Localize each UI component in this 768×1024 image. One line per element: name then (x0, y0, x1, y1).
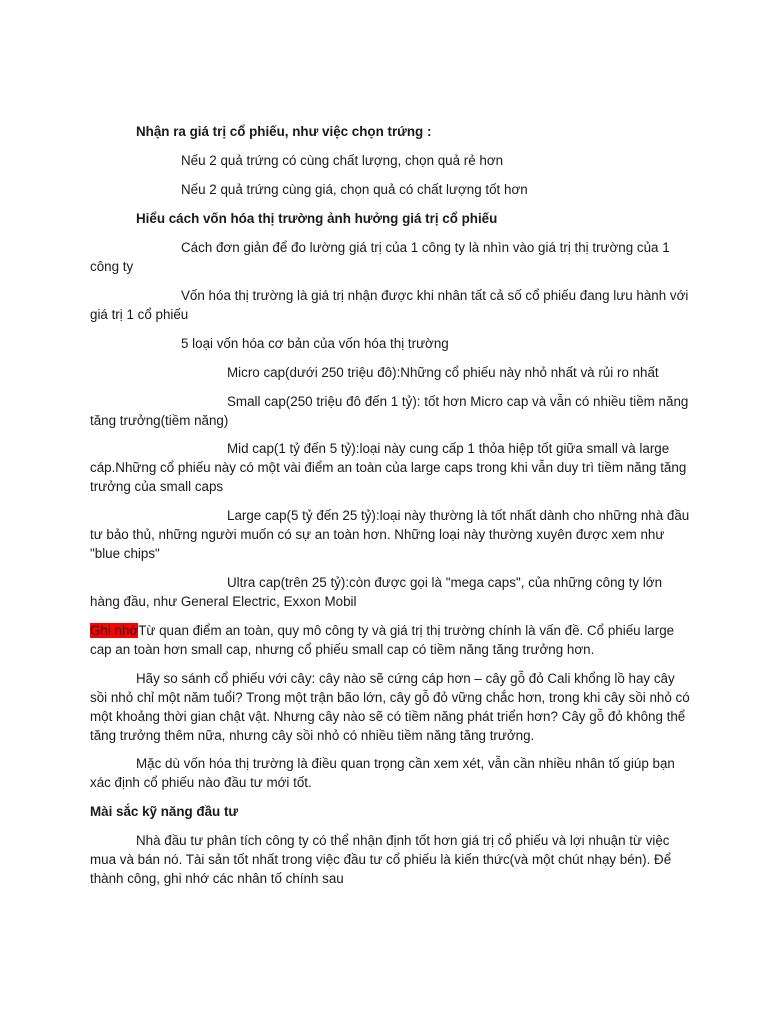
paragraph-measure-value: Cách đơn giản để đo lường giá trị của 1 công ty là nhìn vào giá trị thị trường của 1 công ty (90, 240, 670, 274)
heading-sharpen-skills: Mài sắc kỹ năng đầu tư (90, 804, 239, 819)
note-highlight-label: Ghi nhớ (90, 623, 139, 638)
cap-type-mid: Mid cap(1 tỷ đến 5 tỷ):loại này cung cấp 1 thỏa hiệp tốt giữa small và large cáp.Những cổ phiếu này có một vài điểm an toàn của large caps trong khi vẫn duy trì tiềm năng tăng trưởng của small caps (90, 441, 687, 494)
paragraph-tree-comparison: Hãy so sánh cổ phiếu với cây: cây nào sẽ cứng cáp hơn – cây gỗ đỏ Cali khổng lồ hay cây sồi nhỏ chỉ một năm tuổi? Trong một trận bão lớn, cây gỗ đỏ vững chắc hơn, trong khi cây sồi nhỏ có một khoảng thời gian chật vật. Nhưng cây nào sẽ có tiềm năng phát triển hơn? Cây gỗ đỏ không thể tăng trưởng thêm nữa, nhưng cây sồi nhỏ có nhiều tiềm năng tăng trưởng. (90, 671, 690, 743)
cap-type-micro: Micro cap(dưới 250 triệu đô):Những cổ phiếu này nhỏ nhất và rủi ro nhất (227, 365, 659, 380)
cap-type-large: Large cap(5 tỷ đến 25 tỷ):loại này thường là tốt nhất dành cho những nhà đầu tư bảo thủ, những người muốn có sự an toàn hơn. Những loại này thường xuyên được xem như "blue chips" (90, 508, 690, 561)
paragraph-market-cap-definition: Vốn hóa thị trường là giá trị nhận được khi nhân tất cả số cổ phiếu đang lưu hành với giá trị 1 cổ phiếu (90, 288, 689, 322)
cap-type-ultra: Ultra cap(trên 25 tỷ):còn được gọi là "mega caps", của những công ty lớn hàng đầu, như General Electric, Exxon Mobil (90, 575, 663, 609)
egg-rule-same-price: Nếu 2 quả trứng cùng giá, chọn quả có chất lượng tốt hơn (181, 182, 528, 197)
heading-market-cap: Hiểu cách vốn hóa thị trường ảnh hưởng giá trị cổ phiếu (136, 211, 498, 226)
note-text: Từ quan điểm an toàn, quy mô công ty và giá trị thị trường chính là vấn đề. Cổ phiếu large cap an toàn hơn small cap, nhưng cổ phiếu small cap có tiềm năng tăng trưởng hơn. (90, 623, 675, 657)
paragraph-other-factors: Mặc dù vốn hóa thị trường là điều quan trọng cần xem xét, vẫn cần nhiều nhân tố giúp bạn xác định cổ phiếu nào đầu tư mới tốt. (90, 756, 675, 790)
cap-type-small: Small cap(250 triệu đô đến 1 tỷ): tốt hơn Micro cap và vẫn có nhiều tiềm năng tăng trưởng(tiềm năng) (90, 394, 689, 428)
paragraph-five-types: 5 loại vốn hóa cơ bản của vốn hóa thị trường (181, 336, 449, 351)
note-paragraph (90, 621, 690, 659)
egg-rule-same-quality: Nếu 2 quả trứng có cùng chất lượng, chọn quả rẻ hơn (181, 153, 504, 168)
heading-egg-analogy: Nhận ra giá trị cổ phiếu, như việc chọn trứng : (136, 124, 432, 139)
paragraph-investor-knowledge: Nhà đầu tư phân tích công ty có thể nhận định tốt hơn giá trị cổ phiếu và lợi nhuận từ việc mua và bán nó. Tài sản tốt nhất trong việc đầu tư cổ phiếu là kiến thức(và một chút nhạy bén). Để thành công, ghi nhớ các nhân tố chính sau (90, 833, 672, 886)
